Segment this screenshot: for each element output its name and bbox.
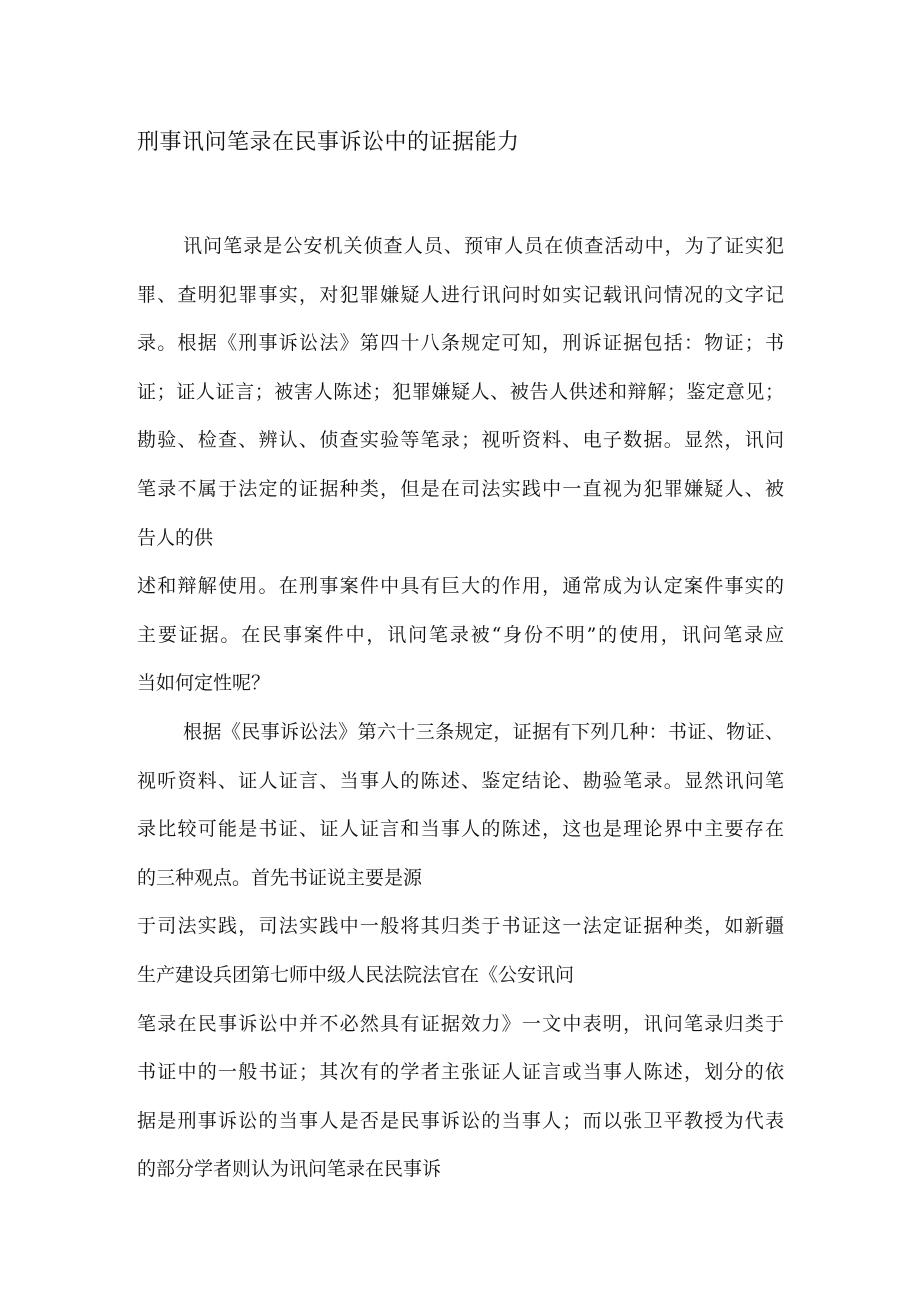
paragraph-line: 笔录不属于法定的证据种类，但是在司法实践中一直视为犯罪嫌疑人、被 [137,477,784,500]
paragraph-line: 述和辩解使用。在刑事案件中具有巨大的作用，通常成为认定案件事实的 [137,575,784,598]
paragraph-line: 当如何定性呢？ [137,672,271,695]
paragraph-line: 书证中的一般书证；其次有的学者主张证人证言或当事人陈述，划分的依 [137,1061,784,1084]
paragraph-line: 据是刑事诉讼的当事人是否是民事诉讼的当事人；而以张卫平教授为代表 [137,1109,784,1132]
document-title: 刑事讯问笔录在民事诉讼中的证据能力 [137,130,520,155]
paragraph-line: 主要证据。在民事案件中，讯问笔录被“身份不明”的使用，讯问笔录应 [137,623,784,646]
paragraph-line: 罪、查明犯罪事实，对犯罪嫌疑人进行讯问时如实记载讯问情况的文字记 [137,283,784,306]
paragraph-line: 生产建设兵团第七师中级人民法院法官在《公安讯问 [137,963,575,986]
paragraph-line: 录比较可能是书证、证人证言和当事人的陈述，这也是理论界中主要存在 [137,818,784,841]
paragraph-line: 讯问笔录是公安机关侦查人员、预审人员在侦查活动中，为了证实犯 [183,235,784,257]
paragraph-line: 告人的供 [137,526,214,549]
paragraph-line: 笔录在民事诉讼中并不必然具有证据效力》一文中表明，讯问笔录归类于 [137,1012,784,1035]
paragraph-line: 录。根据《刑事诉讼法》第四十八条规定可知，刑诉证据包括：物证；书 [137,332,784,355]
paragraph-line: 的三种观点。首先书证说主要是源 [137,866,423,889]
paragraph-line: 勘验、检查、辨认、侦查实验等笔录；视听资料、电子数据。显然，讯问 [137,429,784,452]
paragraph-line: 视听资料、证人证言、当事人的陈述、鉴定结论、勘验笔录。显然讯问笔 [137,769,784,792]
paragraph-line: 根据《民事诉讼法》第六十三条规定，证据有下列几种：书证、物证、 [183,720,784,743]
document-body [137,222,787,1194]
paragraph-line: 的部分学者则认为讯问笔录在民事诉 [137,1158,442,1181]
paragraph-line: 证；证人证言；被害人陈述；犯罪嫌疑人、被告人供述和辩解；鉴定意见； [137,380,784,403]
paragraph-line: 于司法实践，司法实践中一般将其归类于书证这一法定证据种类，如新疆 [137,915,784,938]
